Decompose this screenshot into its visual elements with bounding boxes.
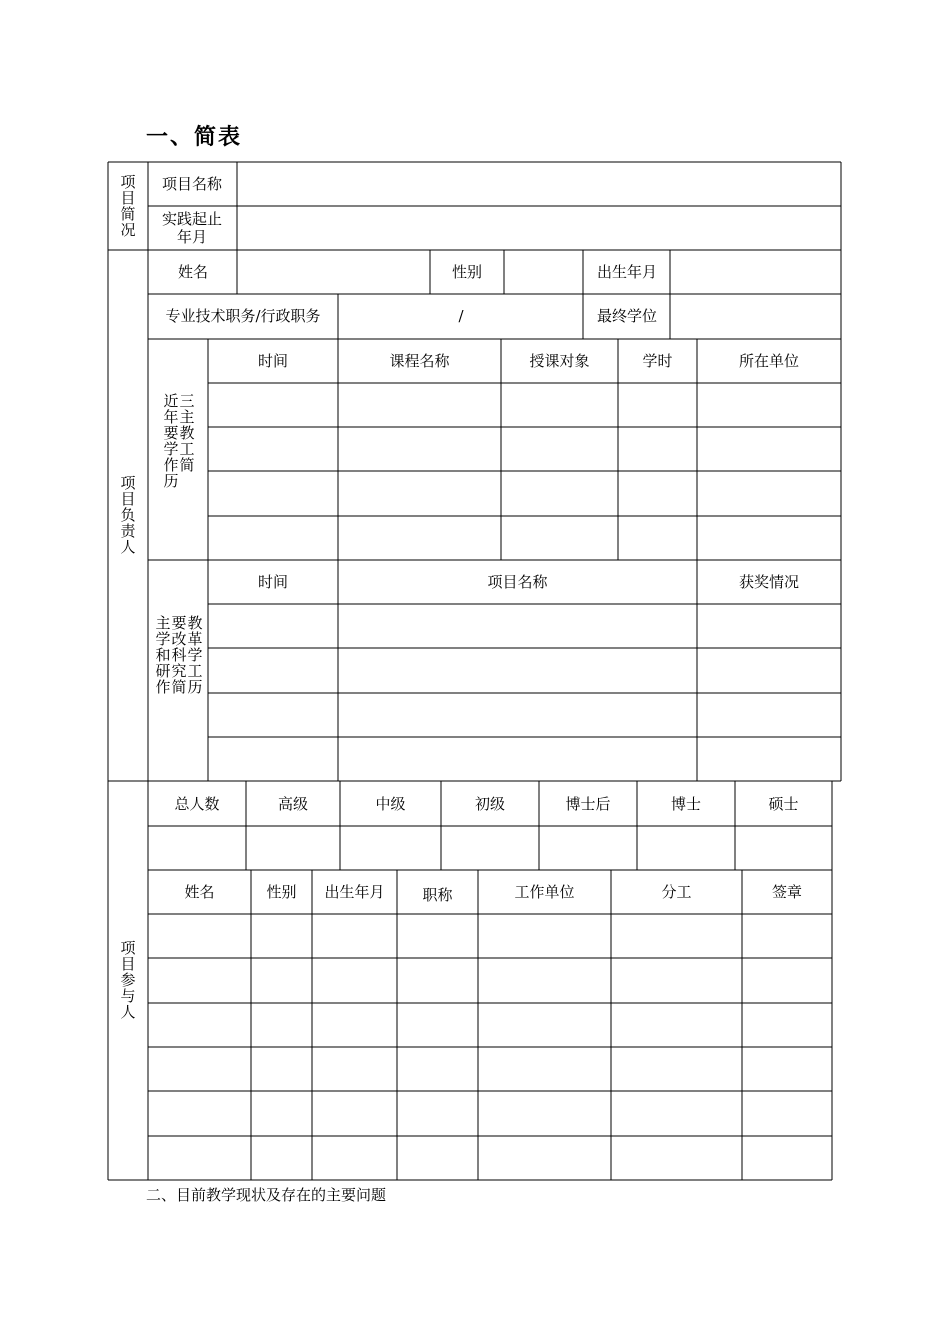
stats-header-4: 博士后	[565, 795, 611, 813]
stats-header-1: 高级	[277, 795, 309, 813]
leader-title-label: 专业技术职务/行政职务	[165, 307, 321, 325]
teaching-header-3: 学时	[642, 352, 673, 370]
stats-header-3: 初级	[474, 795, 506, 813]
leader-title-value: /	[458, 307, 464, 325]
leader-birth-label: 出生年月	[596, 263, 658, 281]
teaching-section-label: 近三年主要教学工作简历	[163, 392, 195, 490]
research-header-1: 项目名称	[487, 573, 548, 591]
overview-group-label: 项目简况	[120, 173, 136, 239]
practice-period-label-2: 年月	[176, 228, 208, 246]
member-header-4: 工作单位	[514, 883, 575, 901]
section-2-title: 二、目前教学现状及存在的主要问题	[146, 1186, 387, 1204]
practice-period-label-1: 实践起止	[161, 210, 223, 228]
teaching-header-0: 时间	[257, 352, 289, 370]
member-header-0: 姓名	[184, 883, 215, 901]
leader-name-label: 姓名	[177, 263, 209, 281]
member-header-6: 签章	[771, 883, 803, 901]
members-group-label: 项目参与人	[120, 939, 136, 1021]
research-header-2: 获奖情况	[738, 573, 800, 591]
member-header-2: 出生年月	[324, 883, 385, 901]
leader-gender-label: 性别	[451, 263, 483, 281]
research-section-label: 主要教学改革和科学研究工作简历	[155, 614, 203, 696]
member-header-1: 性别	[266, 883, 297, 901]
stats-header-5: 博士	[670, 795, 702, 813]
leader-group-label: 项目负责人	[120, 474, 136, 556]
stats-header-0: 总人数	[174, 795, 220, 813]
teaching-header-2: 授课对象	[529, 352, 590, 370]
member-header-5: 分工	[661, 883, 692, 901]
project-name-label: 项目名称	[161, 175, 223, 193]
stats-header-6: 硕士	[768, 795, 799, 813]
leader-degree-label: 最终学位	[596, 307, 658, 325]
teaching-header-1: 课程名称	[389, 352, 450, 370]
research-header-0: 时间	[257, 573, 289, 591]
stats-header-2: 中级	[375, 795, 406, 813]
member-header-3: 职称	[422, 886, 453, 904]
teaching-header-4: 所在单位	[738, 352, 800, 370]
page-title: 一、简表	[146, 125, 243, 150]
